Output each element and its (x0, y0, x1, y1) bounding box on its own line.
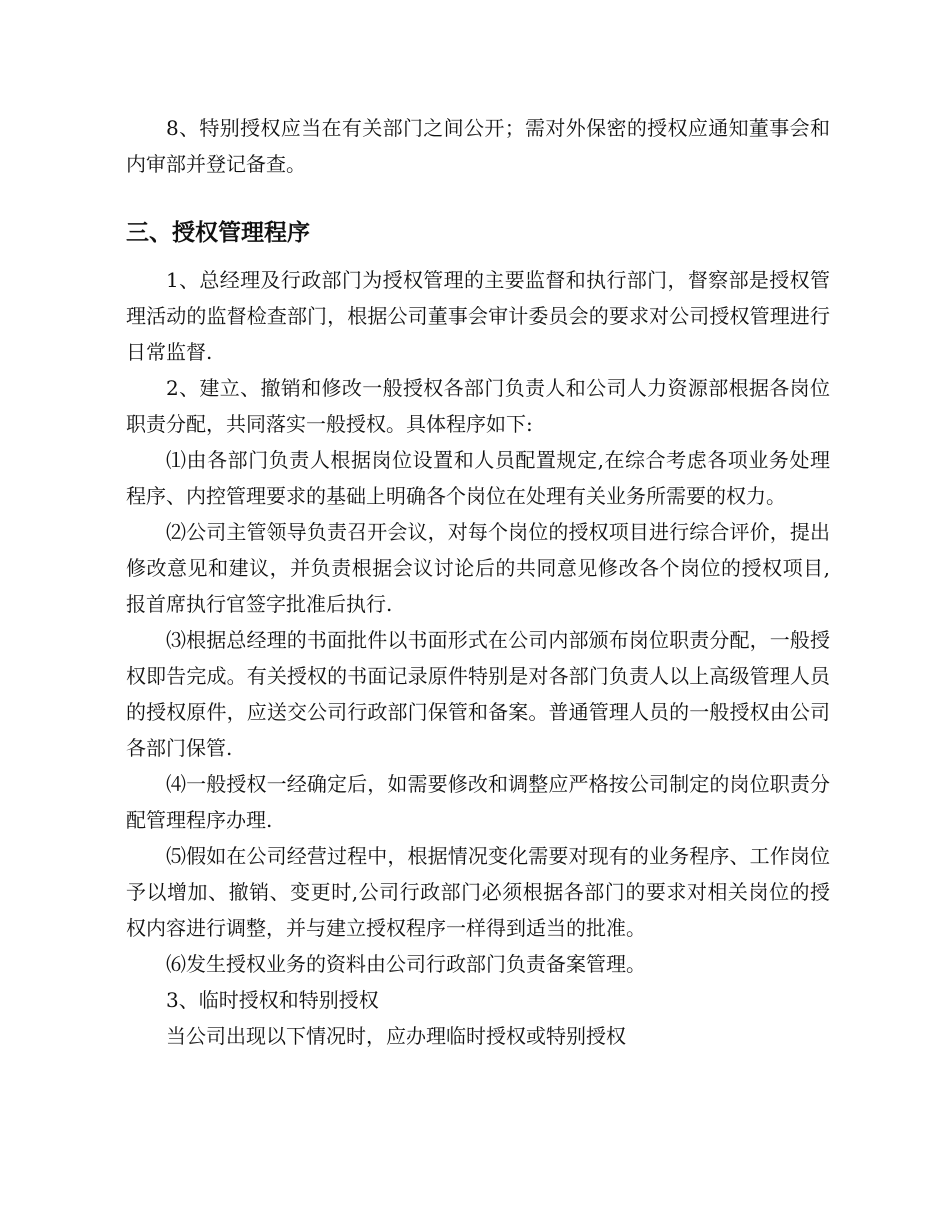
paragraph-7: ⑸假如在公司经营过程中，根据情况变化需要对现有的业务程序、工作岗位予以增加、撤销、变更时,公司行政部门必须根据各部门的要求对相关岗位的授权内容进行调整，并与建立授权程序一样得到适当的批准。 (126, 844, 830, 940)
paragraph-2: 2、建立、撤销和修改一般授权各部门负责人和公司人力资源部根据各岗位职责分配，共同落实一般授权。具体程序如下: (126, 376, 830, 436)
paragraph-5: ⑶根据总经理的书面批件以书面形式在公司内部颁布岗位职责分配，一般授权即告完成。有关授权的书面记录原件特别是对各部门负责人以上高级管理人员的授权原件，应送交公司行政部门保管和备案。普通管理人员的一般授权由公司各部门保管. (126, 628, 830, 760)
paragraph-1: 1、总经理及行政部门为授权管理的主要监督和执行部门，督察部是授权管理活动的监督检查部门，根据公司董事会审计委员会的要求对公司授权管理进行日常监督. (126, 268, 830, 364)
paragraph-10: 当公司出现以下情况时，应办理临时授权或特别授权 (166, 1024, 626, 1048)
document-page (126, 110, 830, 1054)
paragraph-4: ⑵公司主管领导负责召开会议，对每个岗位的授权项目进行综合评价，提出修改意见和建议，并负责根据会议讨论后的共同意见修改各个岗位的授权项目,报首席执行官签字批准后执行. (126, 520, 830, 616)
paragraph-6: ⑷一般授权一经确定后，如需要修改和调整应严格按公司制定的岗位职责分配管理程序办理. (126, 772, 830, 832)
intro-paragraph: 8、特别授权应当在有关部门之间公开；需对外保密的授权应通知董事会和内审部并登记备查。 (126, 116, 830, 176)
section-heading: 三、授权管理程序 (126, 220, 310, 246)
paragraph-8: ⑹发生授权业务的资料由公司行政部门负责备案管理。 (166, 952, 646, 976)
paragraph-3: ⑴由各部门负责人根据岗位设置和人员配置规定,在综合考虑各项业务处理程序、内控管理要求的基础上明确各个岗位在处理有关业务所需要的权力。 (126, 448, 830, 508)
paragraph-9: 3、临时授权和特别授权 (166, 988, 379, 1012)
